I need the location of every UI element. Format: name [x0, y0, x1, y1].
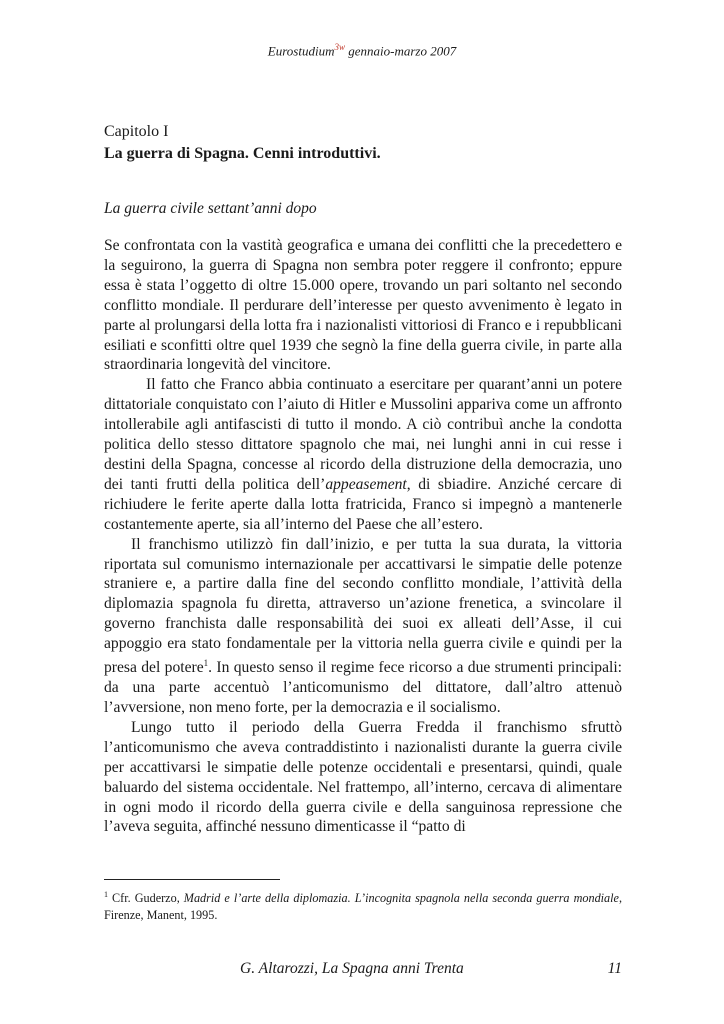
- paragraph-2-text-b: , di sbiadire. Anziché cercare di richiudere le ferite aperte dalla lotta fratricida, Franco si impegnò a mantenerle costantemente aperte, sia all’interno del Paese che all’estero.: [104, 475, 622, 533]
- paragraph-4: Lungo tutto il periodo della Guerra Fredda il franchismo sfruttò l’anticomunismo che aveva contraddistinto i nazionalisti durante la guerra civile per accattivarsi le simpatie delle potenze occidentali e presentarsi, quindi, quale baluardo del sistema occidentale. Nel frattempo, all’interno, cercava di alimentare in ogni modo il ricordo della guerra civile e della sanguinosa repressione che l’aveva seguita, affinché nessuno dimenticasse il “patto di: [104, 718, 622, 836]
- footnote-book-title: Madrid e l’arte della diplomazia. L’incognita spagnola nella seconda guerra mondiale: [183, 891, 619, 906]
- paragraph-2-text-a: Il fatto che Franco abbia continuato a esercitare per quarant’anni un potere dittatoriale conquistato con l’aiuto di Hitler e Mussolini appariva come un affronto intollerabile agli antifascisti di tutto il mondo. A ciò contribuì anche la condotta politica dello stesso dittatore spagnolo che mai, nei lunghi anni in cui resse i destini della Spagna, concesse al ricordo della distruzione della democrazia, uno dei tanti frutti della politica dell’: [104, 376, 622, 493]
- footnote: [104, 886, 622, 924]
- footnote-prefix: Cfr. Guderzo,: [108, 891, 184, 906]
- footer-author-title: G. Altarozzi, La Spagna anni Trenta: [240, 960, 464, 977]
- page-number: 11: [607, 960, 622, 977]
- footnote-reference[interactable]: 1: [203, 658, 209, 669]
- section-title: La guerra civile settant’anni dopo: [104, 200, 317, 217]
- journal-superscript: 3w: [334, 42, 345, 52]
- chapter-title: La guerra di Spagna. Cenni introduttivi.: [104, 145, 381, 162]
- footnote-divider: [104, 879, 280, 880]
- running-header: [0, 42, 724, 59]
- footnote-number: 1: [104, 890, 108, 899]
- journal-name: Eurostudium: [267, 43, 335, 59]
- chapter-label: Capitolo I: [104, 123, 169, 140]
- chapter-heading: [104, 121, 624, 165]
- paragraph-1: Se confrontata con la vastità geografica e umana dei conflitti che la precedettero e la seguirono, la guerra di Spagna non sembra poter reggere il confronto; eppure essa è stata l’oggetto di oltre 15.000 opere, trovando un pari soltanto nel secondo conflitto mondiale. Il perdurare dell’interesse per questo avvenimento è legato in parte al prolungarsi della lotta fra i nazionalisti vittoriosi di Franco e i repubblicani esiliati e sconfitti oltre quel 1939 che segnò la fine della guerra civile, in parte alla straordinaria longevità del vincitore.: [104, 237, 622, 374]
- paragraph-3: [104, 535, 622, 718]
- footnote-suffix: , Firenze, Manent, 1995.: [104, 891, 622, 923]
- paragraph-2-emphasis: appeasement: [325, 475, 407, 493]
- issue-date: gennaio-marzo 2007: [348, 43, 457, 59]
- paragraph-3-text-a: Il franchismo utilizzò fin dall’inizio, e per tutta la sua durata, la vittoria riportata sul comunismo internazionale per accattivarsi le simpatie delle potenze straniere e, a partire dalla fine del secondo conflitto mondiale, l’attività della diplomazia spagnola fu diretta, attraverso un’azione frenetica, a svincolare il governo franchista dalle responsabilità dei suoi ex alleati dell’Asse, il cui appoggio era stato fondamentale per la vittoria nella guerra civile e quindi per la presa del potere: [104, 535, 622, 677]
- paragraph-2: [104, 375, 622, 534]
- body-text: [104, 236, 622, 837]
- paragraph-3-text-b: . In questo senso il regime fece ricorso a due strumenti principali: da una parte accentuò l’anticomunismo del dittatore, dall’altro attenuò l’avversione, non meno forte, per la democrazia e il socialismo.: [104, 659, 622, 717]
